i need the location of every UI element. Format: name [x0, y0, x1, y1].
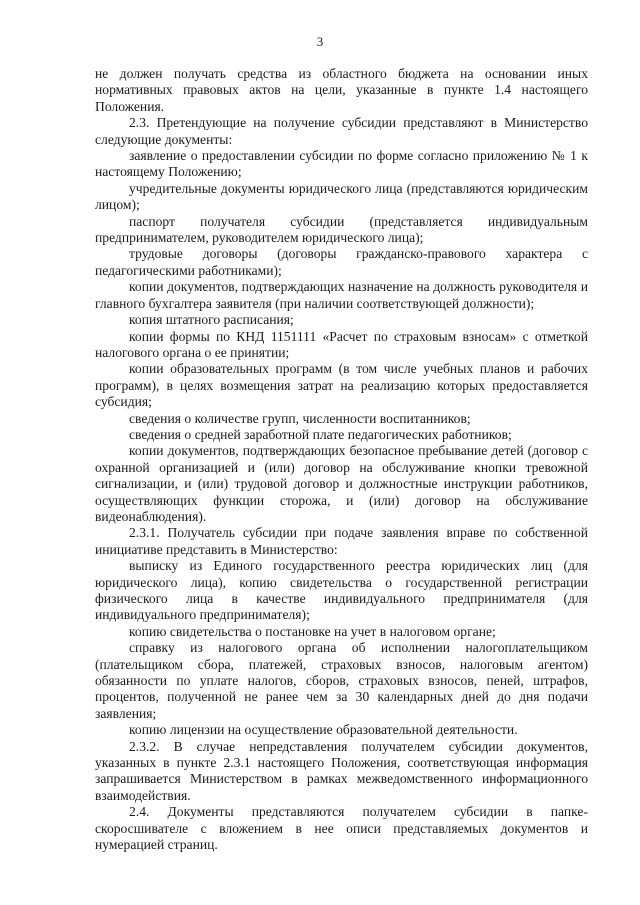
list-item-appointment-copies: копии документов, подтверждающих назначение на должность руководителя и главного бухгалтера заявителя (при наличии соответствующей должности); [95, 279, 588, 311]
document-body [95, 66, 588, 854]
list-item-salary-info: сведения о средней заработной плате педагогических работников; [129, 426, 512, 442]
paragraph-2-3-1: 2.3.1. Получатель субсидии при подаче заявления вправе по собственной инициативе представить в Министерство: [95, 525, 588, 557]
paragraph-2-3-2: 2.3.2. В случае непредставления получателем субсидии документов, указанных в пункте 2.3.1 настоящего Положения, соответствующая информация запрашивается Министерством в рамках межведомственного информационного взаимодействия. [95, 738, 588, 803]
list-item-registry-extract: выписку из Единого государственного реестра юридических лиц (для юридического лица), копию свидетельства о государственной регистрации физического лица в качестве индивидуального предпринимателя (для индивидуального предпринимателя); [95, 558, 588, 623]
list-item-license-copy: копию лицензии на осуществление образовательной деятельности. [129, 722, 518, 738]
page-number: 3 [316, 34, 324, 49]
list-item-tax-registration: копию свидетельства о постановке на учет в налоговом органе; [129, 623, 496, 639]
list-item-passport: паспорт получателя субсидии (представляется индивидуальным предпринимателем, руководителем юридического лица); [95, 213, 588, 246]
paragraph-2-3: 2.3. Претендующие на получение субсидии представляют в Министерство следующие документы: [95, 115, 588, 147]
list-item-tax-certificate: справку из налогового органа об исполнении налогоплательщиком (плательщиком сбора, платежей, страховых взносов, налоговым агентом) обязанности по уплате налогов, сборов, страховых взносов, пеней, штрафов, процентов, полученной не ранее чем за 30 календарных дней до дня подачи заявления; [95, 640, 588, 721]
list-item-knd-form: копии формы по КНД 1151111 «Расчет по страховым взносам» с отметкой налогового органа о ее принятии; [95, 328, 588, 360]
list-item-staff-schedule: копия штатного расписания; [129, 312, 294, 328]
paragraph-continuation: не должен получать средства из областного бюджета на основании иных нормативных правовых актов на цели, указанные в пункте 1.4 настоящего Положения. [95, 66, 588, 114]
list-item-application: заявление о предоставлении субсидии по форме согласно приложению № 1 к настоящему Положению; [95, 148, 588, 180]
list-item-groups-info: сведения о количестве групп, численности воспитанников; [129, 410, 471, 426]
list-item-safety-documents: копии документов, подтверждающих безопасное пребывание детей (договор с охранной организацией и (или) договор на обслуживание кнопки тревожной сигнализации, и (или) трудовой договор и должностные инструкции работников, осуществляющих функции сторожа, и (или) договор на обслуживание видеонаблюдения). [95, 443, 588, 524]
list-item-labor-contracts: трудовые договоры (договоры гражданско-правового характера с педагогическими работниками); [95, 246, 588, 278]
paragraph-2-4: 2.4. Документы представляются получателем субсидии в папке-скоросшивателе с вложением в нее описи представляемых документов и нумерацией страниц. [95, 804, 588, 853]
list-item-educational-programs: копии образовательных программ (в том числе учебных планов и рабочих программ), в целях возмещения затрат на реализацию которых предоставляется субсидия; [95, 361, 588, 410]
list-item-founding-documents: учредительные документы юридического лица (представляются юридическим лицом); [95, 180, 588, 213]
